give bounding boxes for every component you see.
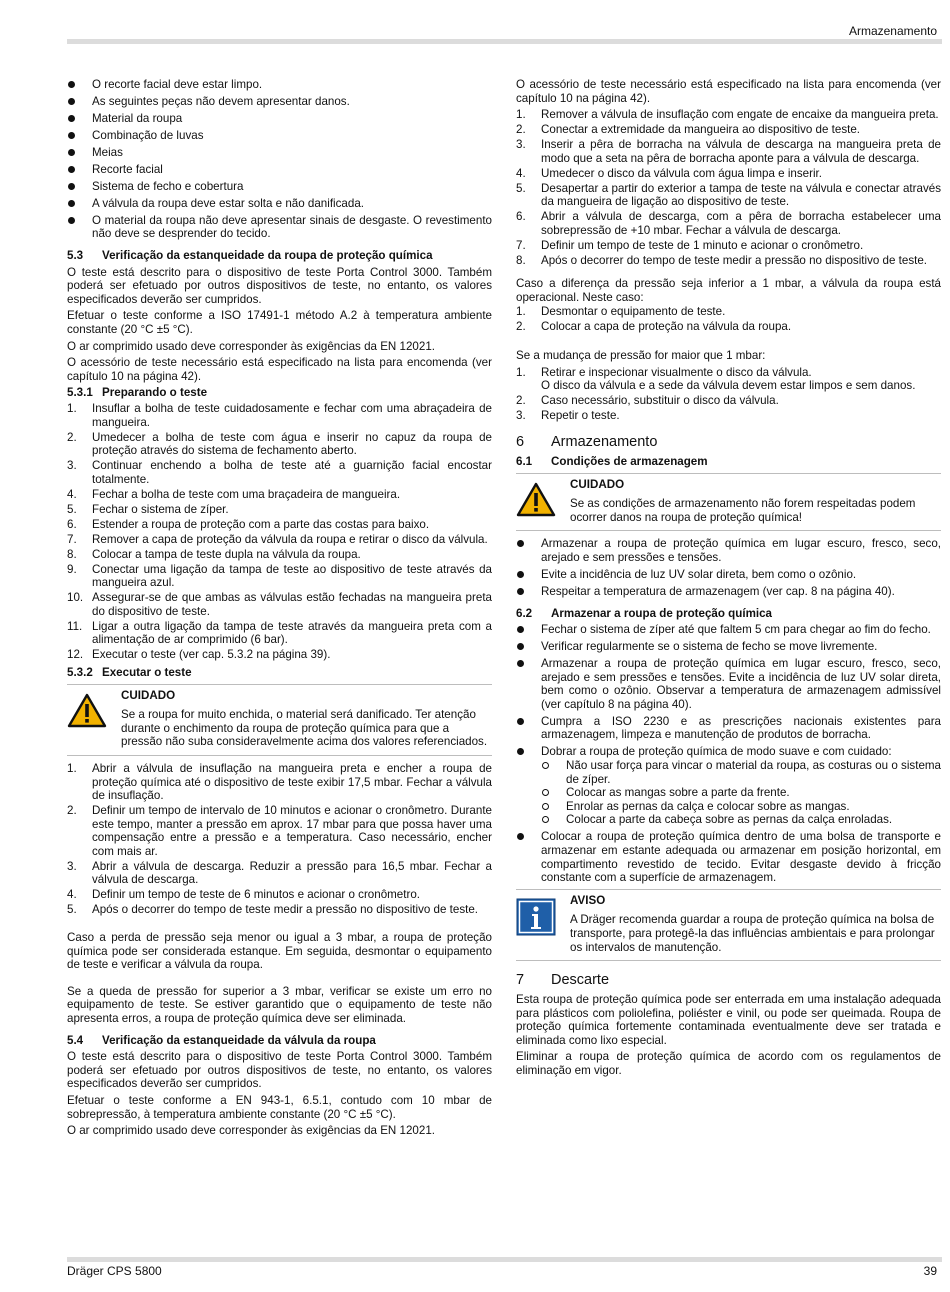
paragraph: Eliminar a roupa de proteção química de acordo com os regulamentos de eliminação em vigor. — [516, 1050, 941, 1078]
paragraph: O ar comprimido usado deve corresponder às exigências da EN 12021. — [67, 1124, 435, 1138]
section-title: Armazenar a roupa de proteção química — [551, 606, 772, 620]
list-item: 9. Conectar uma ligação da tampa de teste ao dispositivo de teste através da mangueira azul. — [67, 562, 492, 590]
paragraph: Efetuar o teste conforme a ISO 17491-1 método A.2 à temperatura ambiente constante (20 °C ±5 °C). — [67, 309, 492, 337]
list-item: 2. Caso necessário, substituir o disco da válvula. — [516, 394, 779, 408]
list-item: 5. Desapertar a partir do exterior a tampa de teste na válvula e conectar através da mangueira de ligação ao dispositivo de teste. — [516, 181, 941, 209]
list-item: Meias — [67, 146, 492, 160]
caution-title: CUIDADO — [570, 477, 625, 491]
section-heading-5-3 — [67, 249, 492, 263]
list-item: 1. Remover a válvula de insuflação com engate de encaixe da mangueira preta. — [516, 108, 939, 122]
list-item: Material da roupa — [67, 112, 492, 126]
paragraph: O teste está descrito para o dispositivo de teste Porta Control 3000. Também poderá ser efetuado por outros dispositivos de teste, no entanto, os valores especificados deverão ser cumpridos. — [67, 265, 492, 306]
section-heading-6-2 — [516, 607, 941, 621]
caution-text: Se a roupa for muito enchida, o material será danificado. Ter atenção durante o enchimento da roupa de proteção química para que a pressão não suba consideravelmente acima dos valores referenciados. — [121, 708, 488, 749]
list-item: O recorte facial deve estar limpo. — [67, 78, 492, 92]
caution-box — [67, 684, 492, 756]
list-item: Enrolar as pernas da calça e colocar sobre as mangas. — [541, 800, 941, 814]
footer-rule — [67, 1257, 942, 1262]
notice-box — [516, 889, 941, 961]
header-rule — [67, 39, 942, 44]
storage-conditions-list — [516, 537, 941, 598]
list-item: 3. Inserir a pêra de borracha na válvula de descarga na mangueira preta de modo que a seta na pêra de borracha aponte para a válvula de descarga. — [516, 138, 941, 165]
list-item: 1. Desmontar o equipamento de teste. — [516, 304, 726, 318]
list-item: 1. Insuflar a bolha de teste cuidadosamente e fechar com uma abraçadeira de mangueira. — [67, 402, 492, 429]
list-item: 2. Definir um tempo de intervalo de 10 minutos e acionar o cronômetro. Durante este tempo, manter a pressão em aprox. 17 mbar para que possa haver uma compensação entre a pressão e a temperatura. Caso necessário, encher com mais ar. — [67, 804, 492, 858]
case1-steps-list — [516, 305, 941, 334]
section-number: 6.1 — [516, 454, 533, 468]
list-item: O material da roupa não deve apresentar sinais de desgaste. O revestimento não deve se desprender do tecido. — [67, 214, 492, 241]
storage-instructions-list — [516, 623, 941, 885]
list-item: Colocar a parte da cabeça sobre as pernas da calça enroladas. — [541, 813, 941, 827]
list-item: 3. Repetir o teste. — [516, 409, 620, 423]
section-heading-5-3-1 — [67, 386, 492, 400]
list-item: 2. Umedecer a bolha de teste com água e inserir no capuz da roupa de proteção através do sistema de fechamento aberto. — [67, 430, 492, 458]
section-title: Preparando o teste — [102, 386, 208, 400]
paragraph: O acessório de teste necessário está especificado na lista para encomenda (ver capítulo 10 na página 42). — [67, 356, 492, 383]
list-item: A válvula da roupa deve estar solta e não danificada. — [67, 197, 492, 211]
section-number: 5.3.1 — [67, 386, 93, 400]
list-item: 4. Fechar a bolha de teste com uma braçadeira de mangueira. — [67, 487, 401, 501]
chapter-heading-7 — [516, 971, 941, 989]
paragraph: O ar comprimido usado deve corresponder às exigências da EN 12021. — [67, 339, 435, 353]
list-item: 7. Remover a capa de proteção da válvula da roupa e retirar o disco da válvula. — [67, 532, 488, 546]
paragraph: Se a mudança de pressão for maior que 1 mbar: — [516, 349, 766, 363]
intro-bullet-list — [67, 78, 492, 241]
paragraph: Caso a diferença da pressão seja inferior a 1 mbar, a válvula da roupa está operacional. Neste caso: — [516, 277, 941, 305]
list-item: Combinação de luvas — [67, 129, 492, 143]
left-column — [67, 78, 492, 1141]
list-item: 11. Ligar a outra ligação da tampa de teste através da mangueira preta com a alimentação de ar comprimido (6 bar). — [67, 619, 492, 647]
page-header-title: Armazenamento — [848, 24, 937, 38]
test-steps-list — [67, 762, 492, 917]
list-item: Armazenar a roupa de proteção química em lugar escuro, fresco, seco, arejado e sem pressões e tensões. Evite a incidência de luz UV solar direta, bem como o ozônio. Observar a temperatura de armazenagem admissível (ver capítulo 8 na página 40). — [516, 657, 941, 711]
chapter-number: 6 — [516, 433, 525, 450]
list-item: 2. Conectar a extremidade da mangueira ao dispositivo de teste. — [516, 123, 861, 137]
section-heading-5-3-2 — [67, 666, 492, 680]
notice-title: AVISO — [570, 893, 606, 907]
section-number: 5.3 — [67, 249, 84, 263]
list-item: Sistema de fecho e cobertura — [67, 180, 492, 194]
list-item: 6. Abrir a válvula de descarga, com a pêra de borracha estabelecer uma sobrepressão de +10 mbar. Fechar a válvula de descarga. — [516, 210, 941, 237]
list-item: 1. Retirar e inspecionar visualmente o disco da válvula. O disco da válvula e a sede da válvula devem estar limpos e sem danos. — [516, 365, 916, 393]
notice-text: A Dräger recomenda guardar a roupa de proteção química na bolsa de transporte, para protegê-la das influências ambientais e para prolongar os intervalos de manutenção. — [570, 913, 935, 954]
section-heading-6-1 — [516, 455, 941, 469]
list-item: Evite a incidência de luz UV solar direta, bem como o ozônio. — [516, 568, 941, 582]
list-item: Cumpra a ISO 2230 e as prescrições nacionais existentes para armazenagem, limpeza e manutenção de produtos de borracha. — [516, 715, 941, 742]
section-heading-5-4 — [67, 1034, 492, 1048]
list-item: Recorte facial — [67, 163, 492, 177]
footer-product: Dräger CPS 5800 — [67, 1264, 162, 1278]
chapter-title: Descarte — [551, 972, 610, 989]
section-number: 5.3.2 — [67, 665, 93, 679]
list-item: 4. Definir um tempo de teste de 6 minutos e acionar o cronômetro. — [67, 888, 421, 902]
section-title: Verificação da estanqueidade da roupa de proteção química — [102, 249, 433, 263]
list-item: Armazenar a roupa de proteção química em lugar escuro, fresco, seco, arejado e sem pressões e tensões. — [516, 537, 941, 564]
list-item: Colocar a roupa de proteção química dentro de uma bolsa de transporte e armazenar em estante adequada ou armazenar em posição horizontal, em compartimento revestido de tecido. Evitar desgaste devido à fricção constante com a superfície de armazenagem. — [516, 830, 941, 884]
list-item: Não usar força para vincar o material da roupa, as costuras ou o sistema de zíper. — [541, 759, 941, 786]
caution-box — [516, 473, 941, 532]
fold-sub-list — [541, 759, 941, 827]
paragraph: Se a queda de pressão for superior a 3 mbar, verificar se existe um erro no equipamento de teste. Se estiver garantido que o equipamento de teste não apresenta erros, a roupa de proteção química deve ser eliminada. — [67, 984, 492, 1026]
list-item: As seguintes peças não devem apresentar danos. — [67, 95, 492, 109]
list-item: 7. Definir um tempo de teste de 1 minuto e acionar o cronômetro. — [516, 238, 864, 252]
chapter-title: Armazenamento — [551, 433, 658, 450]
paragraph: Esta roupa de proteção química pode ser enterrada em uma instalação adequada para plásticos com poliolefina, poliéster e vinil, ou pode ser queimada. Roupa de proteção química fortemente contaminada eventualmente deve ser tratada e eliminada como lixo especial. — [516, 993, 941, 1047]
list-item: 5. Após o decorrer do tempo de teste medir a pressão no dispositivo de teste. — [67, 903, 479, 917]
prep-steps-list — [67, 402, 492, 662]
paragraph: O acessório de teste necessário está especificado na lista para encomenda (ver capítulo 10 na página 42). — [516, 78, 941, 105]
section-title: Condições de armazenagem — [551, 454, 708, 468]
list-item: 1. Abrir a válvula de insuflação na mangueira preta e encher a roupa de proteção química até o dispositivo de teste exibir 17,5 mbar. Fechar a válvula de insuflação. — [67, 761, 492, 803]
caution-title: CUIDADO — [121, 688, 176, 702]
list-item: 10. Assegurar-se de que ambas as válvulas estão fechadas na mangueira preta do dispositivo de teste. — [67, 591, 492, 618]
paragraph: Caso a perda de pressão seja menor ou igual a 3 mbar, a roupa de proteção química pode ser considerada estanque. Em seguida, desmontar o equipamento de teste e verificar a válvula da roupa. — [67, 931, 492, 972]
section-number: 6.2 — [516, 606, 533, 620]
list-item: Verificar regularmente se o sistema de fecho se move livremente. — [516, 640, 941, 654]
list-item: 4. Umedecer o disco da válvula com água limpa e inserir. — [516, 166, 822, 180]
list-item: 2. Colocar a capa de proteção na válvula da roupa. — [516, 319, 792, 333]
list-item: 3. Continuar enchendo a bolha de teste até a guarnição facial encostar totalmente. — [67, 459, 492, 486]
list-item: 12. Executar o teste (ver cap. 5.3.2 na página 39). — [67, 648, 331, 662]
chapter-number: 7 — [516, 972, 525, 989]
page-number: 39 — [923, 1264, 937, 1278]
case2-steps-list — [516, 366, 941, 423]
list-item: Dobrar a roupa de proteção química de modo suave e com cuidado: Não usar força para vincar o material da roupa, as costuras ou o sistema de zíper. Colocar as mangas sobre a parte da frente. Enrolar as pernas da calça e colocar sobre as mangas. Colocar a parte da cabeça sobre as pernas da calça enroladas. — [516, 745, 941, 827]
info-icon — [516, 894, 570, 954]
list-item: 8. Colocar a tampa de teste dupla na válvula da roupa. — [67, 547, 361, 561]
right-column — [516, 78, 941, 1081]
section-number: 5.4 — [67, 1033, 84, 1047]
list-item: 8. Após o decorrer do tempo de teste medir a pressão no dispositivo de teste. — [516, 253, 928, 267]
warning-triangle-icon — [516, 478, 570, 525]
list-item: 3. Abrir a válvula de descarga. Reduzir a pressão para 16,5 mbar. Fechar a válvula de descarga. — [67, 859, 492, 887]
section-title: Verificação da estanqueidade da válvula da roupa — [102, 1033, 376, 1047]
list-item: 5. Fechar o sistema de zíper. — [67, 502, 229, 516]
paragraph: O teste está descrito para o dispositivo de teste Porta Control 3000. Também poderá ser efetuado por outros dispositivos de teste, no entanto, os valores especificados deverão ser cumpridos. — [67, 1050, 492, 1091]
list-item: 6. Estender a roupa de proteção com a parte das costas para baixo. — [67, 517, 430, 531]
caution-text: Se as condições de armazenamento não forem respeitadas podem ocorrer danos na roupa de proteção química! — [570, 497, 916, 524]
valve-test-steps-list — [516, 108, 941, 267]
list-item: Colocar as mangas sobre a parte da frente. — [541, 786, 941, 800]
section-title: Executar o teste — [102, 665, 192, 679]
paragraph: Efetuar o teste conforme a EN 943-1, 6.5.1, contudo com 10 mbar de sobrepressão, à temperatura ambiente constante (20 °C ±5 °C). — [67, 1093, 492, 1121]
chapter-heading-6 — [516, 433, 941, 451]
list-item: Fechar o sistema de zíper até que faltem 5 cm para chegar ao fim do fecho. — [516, 623, 941, 637]
warning-triangle-icon — [67, 689, 121, 749]
list-item: Respeitar a temperatura de armazenagem (ver cap. 8 na página 40). — [516, 585, 941, 599]
